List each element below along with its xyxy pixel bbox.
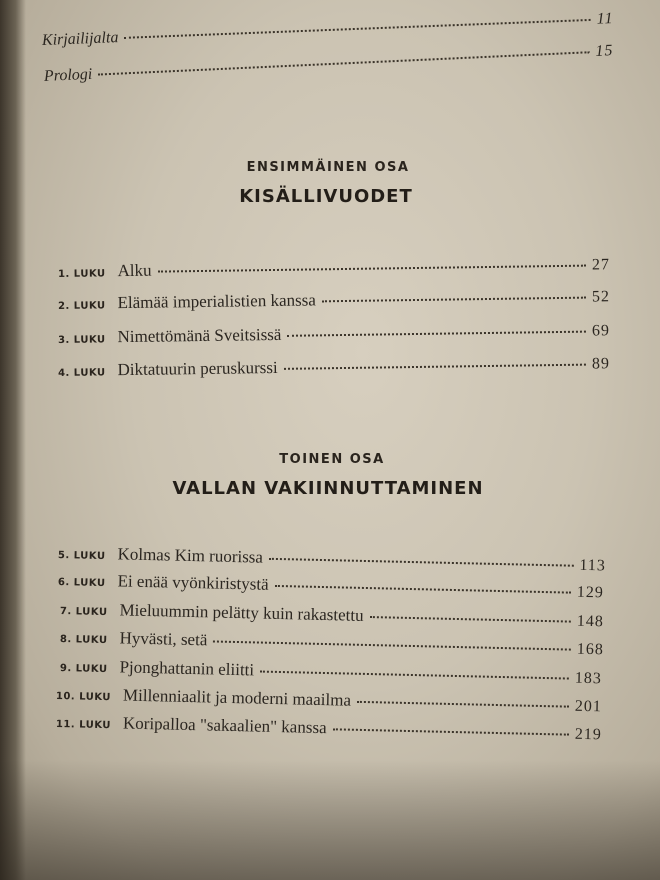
toc-chapter-entry (58, 543, 606, 575)
toc-chapter-entry (60, 599, 604, 631)
dot-leader (124, 19, 590, 39)
chapter-title: Diktatuurin peruskurssi (117, 357, 278, 380)
dot-leader (357, 701, 569, 708)
chapter-number: 5. LUKU (57, 550, 106, 563)
entry-page: 15 (595, 42, 614, 60)
dot-leader (333, 728, 569, 735)
chapter-title: Koripalloa "sakaalien" kanssa (122, 713, 327, 738)
chapter-title: Mieluummin pelätty kuin rakastettu (119, 600, 364, 625)
toc-chapter-entry (58, 254, 610, 282)
toc-chapter-entry (56, 712, 602, 744)
chapter-number: 8. LUKU (59, 634, 108, 647)
toc-chapter-entry (58, 286, 610, 314)
chapter-number: 2. LUKU (57, 300, 106, 312)
toc-front-entry (42, 10, 614, 50)
chapter-page: 27 (591, 256, 611, 274)
dot-leader (275, 585, 571, 594)
dot-leader (260, 671, 569, 680)
chapter-page: 69 (591, 322, 611, 340)
chapter-title: Elämää imperialistien kanssa (117, 290, 316, 313)
chapter-page: 168 (576, 640, 605, 659)
chapter-page: 113 (579, 556, 607, 575)
chapter-number: 3. LUKU (57, 334, 106, 346)
toc-chapter-entry (58, 570, 604, 602)
chapter-page: 52 (591, 288, 611, 306)
toc-front-entry (44, 42, 614, 86)
dot-leader (370, 616, 571, 623)
toc-chapter-entry (58, 353, 610, 381)
chapter-title: Millenniaalit ja moderni maailma (122, 685, 352, 710)
entry-title: Kirjailijalta (41, 29, 119, 49)
part-label: TOINEN OSA (279, 452, 385, 467)
chapter-number: 10. LUKU (55, 691, 112, 704)
dot-leader (322, 297, 586, 303)
chapter-title: Alku (117, 260, 152, 281)
dot-leader (98, 51, 589, 75)
chapter-page: 148 (576, 612, 605, 631)
dot-leader (269, 558, 574, 567)
chapter-page: 89 (591, 355, 611, 373)
toc-chapter-entry (60, 627, 604, 659)
toc-chapter-entry (60, 656, 602, 688)
toc-chapter-entry (56, 684, 602, 716)
chapter-page: 219 (574, 725, 603, 744)
chapter-title: Hyvästi, setä (119, 628, 208, 650)
part-title: VALLAN VAKIINNUTTAMINEN (172, 478, 484, 499)
part-label: ENSIMMÄINEN OSA (246, 160, 410, 175)
chapter-title: Kolmas Kim ruorissa (117, 544, 264, 567)
chapter-number: 7. LUKU (59, 606, 108, 619)
chapter-number: 4. LUKU (57, 367, 106, 379)
dot-leader (287, 331, 586, 337)
chapter-page: 129 (576, 583, 605, 602)
chapter-number: 9. LUKU (59, 663, 108, 676)
part-title: KISÄLLIVUODET (239, 186, 413, 207)
toc-chapter-entry (58, 320, 610, 348)
entry-page: 11 (596, 10, 614, 28)
dot-leader (284, 364, 586, 370)
chapter-page: 201 (574, 697, 603, 716)
chapter-page: 183 (574, 669, 603, 688)
chapter-number: 1. LUKU (57, 268, 106, 280)
entry-title: Prologi (43, 65, 93, 85)
chapter-title: Ei enää vyönkiristystä (117, 571, 269, 594)
dot-leader (158, 265, 586, 273)
dot-leader (213, 640, 571, 650)
chapter-number: 11. LUKU (55, 719, 112, 732)
chapter-title: Pjonghattanin eliitti (119, 657, 255, 680)
chapter-title: Nimettömänä Sveitsissä (117, 324, 282, 347)
chapter-number: 6. LUKU (57, 577, 106, 590)
